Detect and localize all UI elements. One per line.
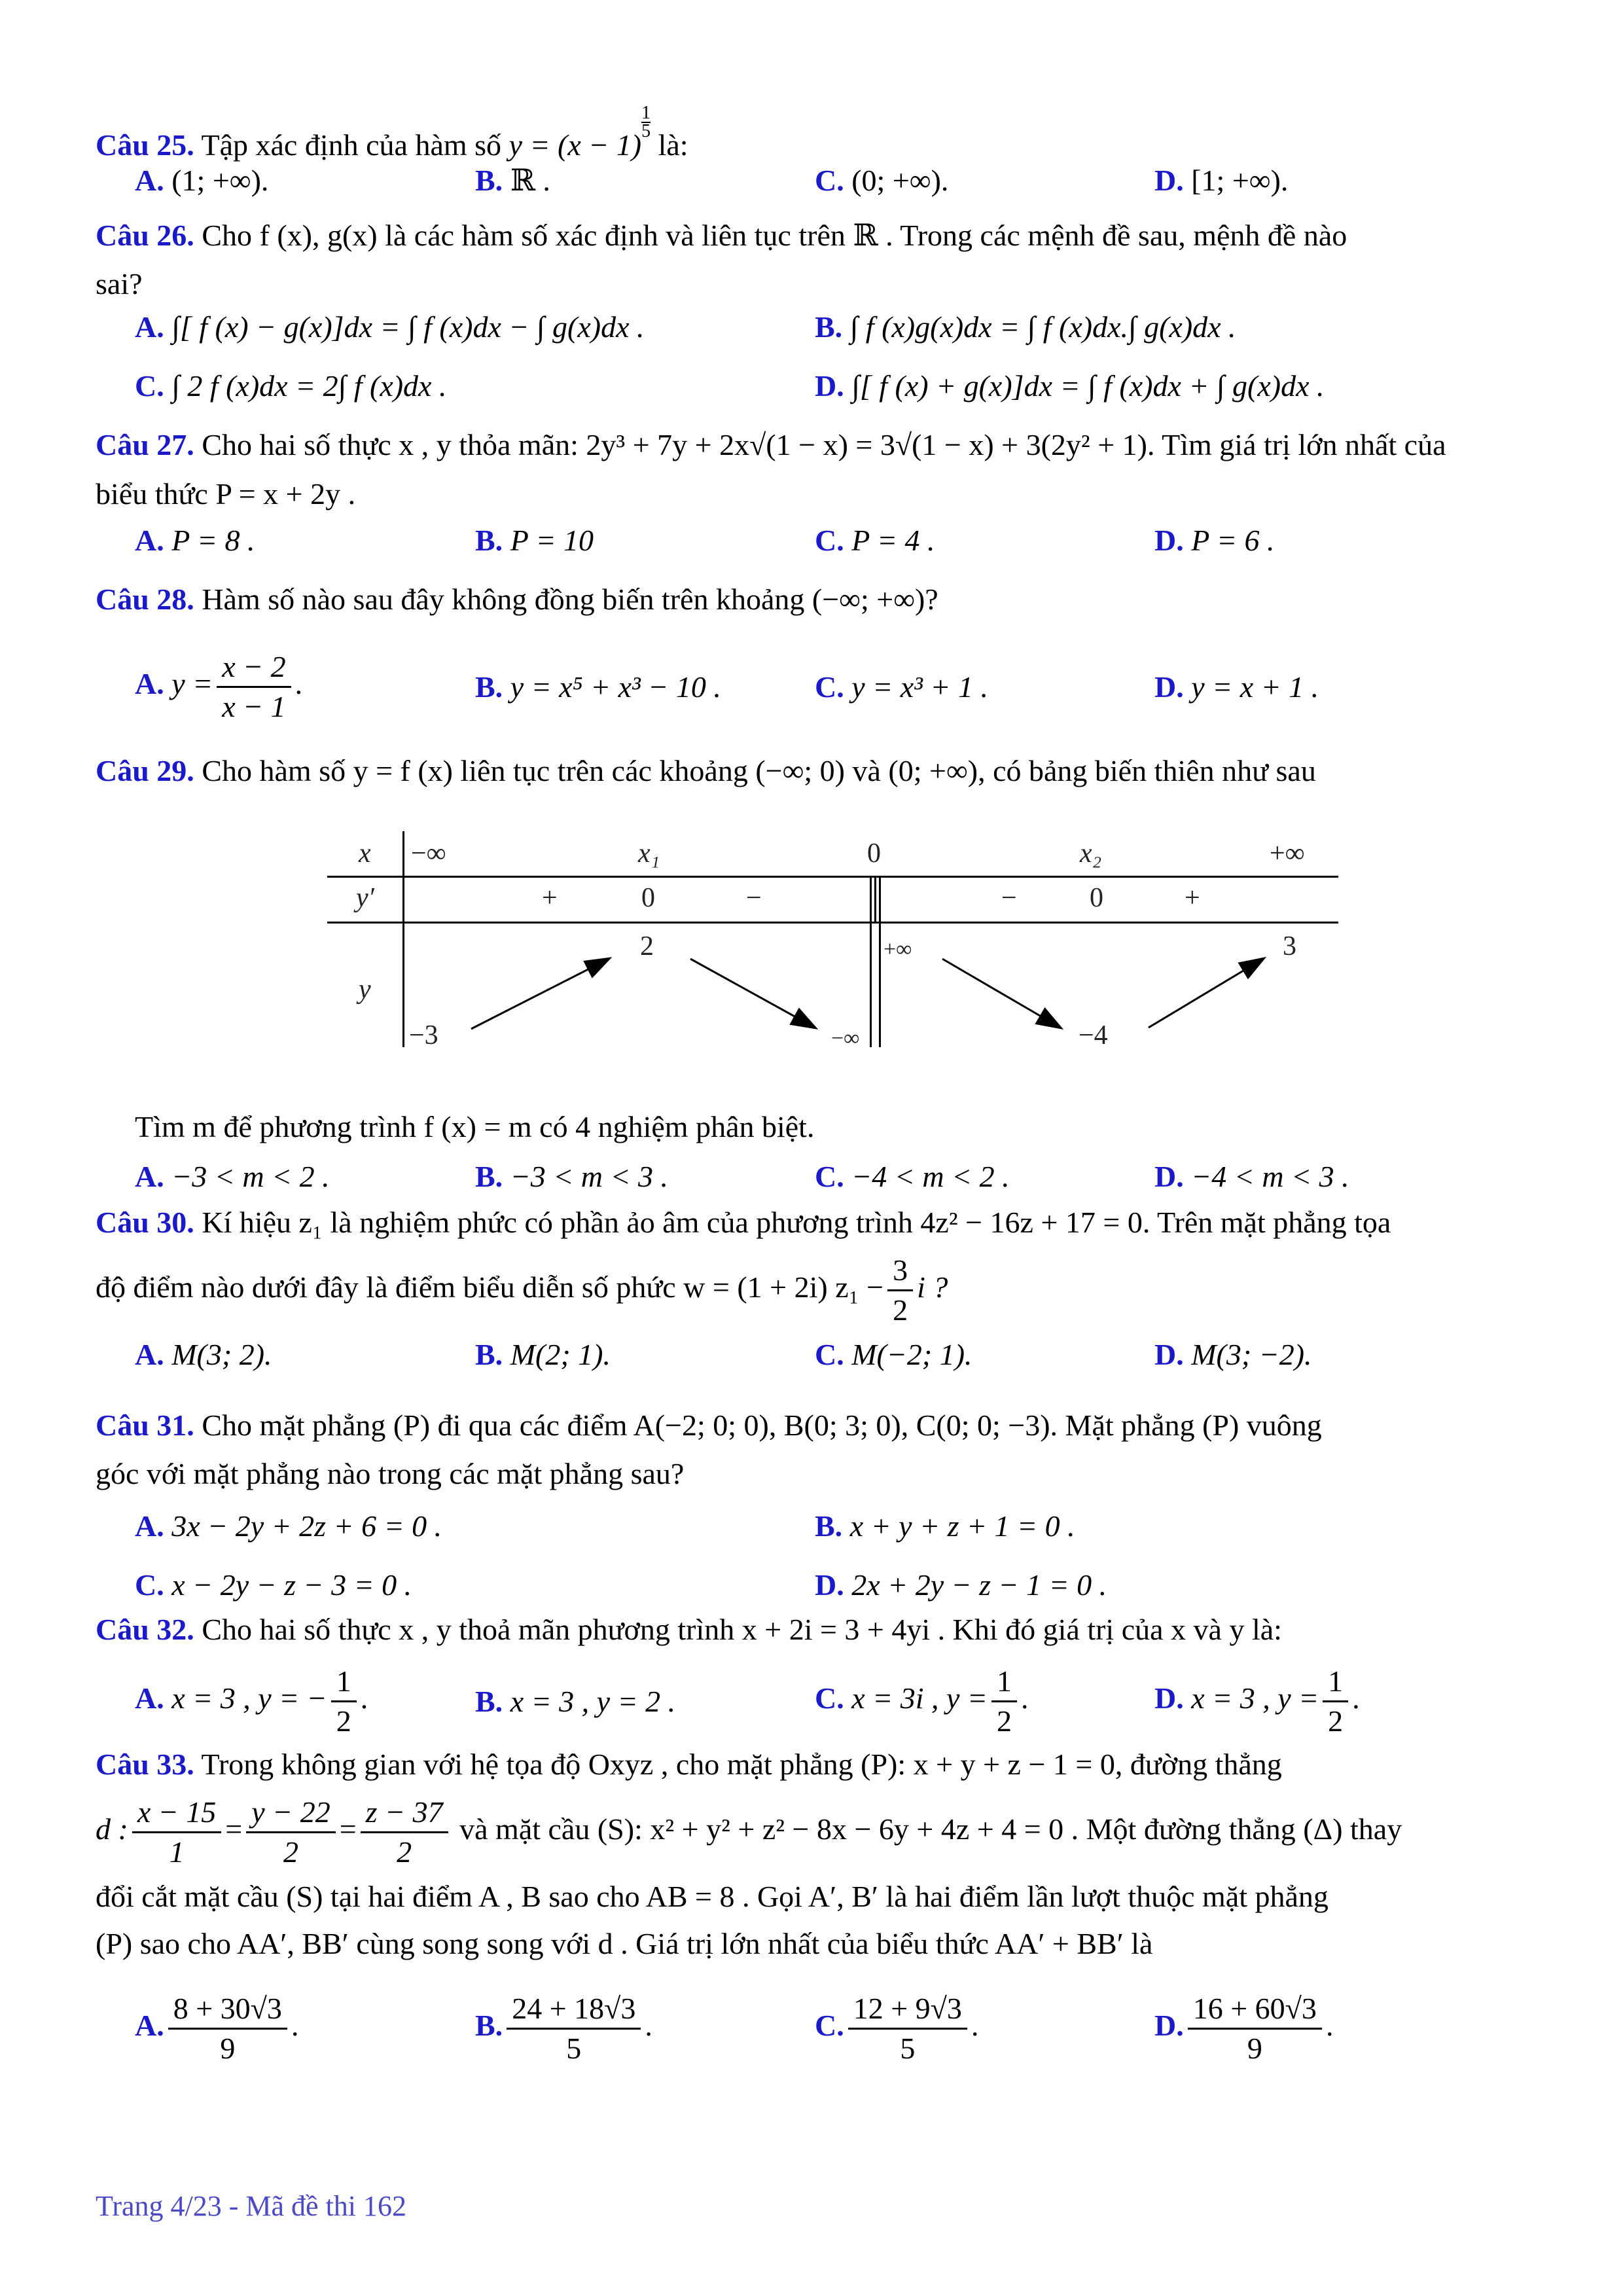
q26-option-a[interactable]: A. ∫[ f (x) − g(x)]dx = ∫ f (x)dx − ∫ g(x)dx . — [135, 310, 645, 344]
q29-option-c[interactable]: C. −4 < m < 2 . — [815, 1160, 1010, 1193]
q26-option-d[interactable]: D. ∫[ f (x) + g(x)]dx = ∫ f (x)dx + ∫ g(x)dx . — [815, 369, 1325, 403]
q27-option-b[interactable]: B. P = 10 — [475, 524, 594, 557]
q33-option-a[interactable]: A. $\frac{8 + 30√3}{9}$ . — [135, 1990, 298, 2068]
q30-option-b[interactable]: B. M(2; 1). — [475, 1338, 611, 1371]
q27-option-c[interactable]: C. P = 4 . — [815, 524, 935, 557]
q25-option-d[interactable]: D. [1; +∞). — [1154, 164, 1289, 197]
q30-option-a[interactable]: A. M(3; 2). — [135, 1338, 272, 1371]
question-27: Câu 27. Cho hai số thực x , y thỏa mãn: 2y³ + 7y + 2x√(1 − x) = 3√(1 − x) + 3(2y² + 1). Tìm giá trị lớn nhất của — [96, 428, 1446, 461]
q33-option-b[interactable]: B. $\frac{24 + 18√3}{5}$ . — [475, 1990, 652, 2068]
q28-option-d[interactable]: D. y = x + 1 . — [1154, 670, 1319, 704]
exam-page: Câu 25. Tập xác định của hàm số y = (x − 1) $^{\frac{1}{5}}$ là: A. (1; +∞). B. ℝ . C. (0; +∞). D. [1; +∞). Câu 26. Cho f (x), g(x) là các hàm số xác định và liên tục trên ℝ . Trong các mệnh đề sau, mệnh đề nào sai? A. ∫[ f (x) − g(x)]dx = ∫ f (x)dx − ∫ g(x)dx . B. ∫ f (x)g(x)dx = ∫ f (x)dx.∫ g(x)dx . C. ∫ 2 f (x)dx = 2∫ f (x)dx . D. ∫[ f (x) + g(x)]dx = ∫ f (x)dx + ∫ g(x)dx . Câu 27. Cho hai số thực x , y thỏa mãn: 2y³ + 7y + 2x√(1 − x) = 3√(1 − x) + 3(2y² + 1). Tìm giá trị lớn nhất của biểu thức P = x + 2y . A. P = 8 . B. P = 10 C. P = 4 . D. P = 6 . Câu 28. Hàm số nào sau đây không đồng biến trên khoảng (−∞; +∞)? A. y = $\frac{x - 2}{x - 1}$ . B. y = x⁵ + x³ − 10 . C. y = x³ + 1 . D. y = x + 1 . Câu 29. Cho hàm số y = f (x) liên tục trên các khoảng (−∞; 0) và (0; +∞), có bảng biến thiên như sau x −∞ x₁ 0 x₂ +∞ y′ + 0 − − 0 + y 2 −3 −∞ +∞ −4 3 Tìm m để phương trình f (x) = m có 4 nghiệm phân biệt. A. −3 < m < 2 . B. −3 < m < 3 . C. −4 < m < 2 . D. −4 < m < 3 . Câu 30. Kí hiệu z₁ là nghiệm phức có phần ảo âm của phương trình 4z² − 16z + 17 = 0. Trên mặt phẳng tọa độ điểm nào dưới đây là điểm biểu diễn số phức w = (1 + 2i) z₁ − $\frac{3}{2}$ i ? A. M(3; 2). B. M(2; 1). C. M(−2; 1). D. M(3; −2). Câu 31. Cho mặt phẳng (P) đi qua các điểm A(−2; 0; 0), B(0; 3; 0), C(0; 0; −3). Mặt phẳng (P) vuông góc với mặt phẳng nào trong các mặt phẳng sau? A. 3x − 2y + 2z + 6 = 0 . B. x + y + z + 1 = 0 . C. x − 2y − z − 3 = 0 . D. 2x + 2y − z − 1 = 0 . Câu 32. Cho hai số thực x , y thoả mãn phương trình x + 2i = 3 + 4yi . Khi đó giá trị của x và y là: A. x = 3 , y = − $\frac{1}{2}$ . B. x = 3 , y = 2 . C. x = 3i , y = $\frac{1}{2}$ . D. x = 3 , y = $\frac{1}{2}$ . Câu 33. Trong không gian với hệ tọa độ Oxyz , cho mặt phẳng (P): x + y + z − 1 = 0, đường thẳng d : $\frac{x - 15}{1}$ = $\frac{y - 22}{2}$ = $\frac{z - 37}{2}$ và mặt cầu (S): x² + y² + z² − 8x − 6y + 4z + 4 = 0 . Một đường thẳng (Δ) thay đổi cắt mặt cầu (S) tại hai điểm A , B sao cho AB = 8 . Gọi A′, B′ là hai điểm lần lượt thuộc mặt phẳng (P) sao cho AA′, BB′ cùng song song với d . Giá trị lớn nhất của biểu thức AA′ + BB′ là A. $\frac{8 + 30√3}{9}$ . B. $\frac{24 + 18√3}{5}$ . C. $\frac{12 + 9√3}{5}$ . D. $\frac{16 + 60√3}{9}$ . Trang 4/23 - Mã đề thi 162 — [96, 103, 1446, 2222]
question-31: Câu 31. Cho mặt phẳng (P) đi qua các điểm A(−2; 0; 0), B(0; 3; 0), C(0; 0; −3). Mặt phẳng (P) vuông — [96, 1408, 1322, 1442]
q27-option-a[interactable]: A. P = 8 . — [135, 524, 255, 557]
variation-arrows — [327, 831, 1338, 1067]
question-29-ask: Tìm m để phương trình f (x) = m có 4 nghiệm phân biệt. — [135, 1110, 815, 1143]
question-30: Câu 30. Kí hiệu z₁ là nghiệm phức có phần ảo âm của phương trình 4z² − 16z + 17 = 0. Trên mặt phẳng tọa — [96, 1206, 1391, 1239]
question-26: Câu 26. Cho f (x), g(x) là các hàm số xác định và liên tục trên ℝ . Trong các mệnh đề sau, mệnh đề nào — [96, 219, 1347, 252]
q30-option-c[interactable]: C. M(−2; 1). — [815, 1338, 972, 1371]
page-footer: Trang 4/23 - Mã đề thi 162 — [96, 2190, 407, 2222]
q31-option-c[interactable]: C. x − 2y − z − 3 = 0 . — [135, 1568, 412, 1602]
q32-option-a[interactable]: A. x = 3 , y = − $\frac{1}{2}$ . — [135, 1662, 368, 1740]
q25-option-c[interactable]: C. (0; +∞). — [815, 164, 949, 197]
question-29: Câu 29. Cho hàm số y = f (x) liên tục trên các khoảng (−∞; 0) và (0; +∞), có bảng biến thiên như sau — [96, 754, 1316, 787]
question-label: Câu 25. — [96, 128, 194, 162]
q31-option-b[interactable]: B. x + y + z + 1 = 0 . — [815, 1509, 1075, 1543]
q32-option-b[interactable]: B. x = 3 , y = 2 . — [475, 1685, 676, 1718]
q31-option-d[interactable]: D. 2x + 2y − z − 1 = 0 . — [815, 1568, 1107, 1602]
q26-option-b[interactable]: B. ∫ f (x)g(x)dx = ∫ f (x)dx.∫ g(x)dx . — [815, 310, 1236, 344]
q25-option-a[interactable]: A. (1; +∞). — [135, 164, 269, 197]
question-25: Câu 25. Tập xác định của hàm số y = (x − 1) $^{\frac{1}{5}}$ là: — [96, 103, 688, 162]
q28-option-c[interactable]: C. y = x³ + 1 . — [815, 670, 988, 704]
q28-option-a[interactable]: A. y = $\frac{x - 2}{x - 1}$ . — [135, 648, 302, 726]
q29-option-b[interactable]: B. −3 < m < 3 . — [475, 1160, 669, 1193]
question-28: Câu 28. Hàm số nào sau đây không đồng biến trên khoảng (−∞; +∞)? — [96, 583, 938, 616]
question-33: Câu 33. Trong không gian với hệ tọa độ Oxyz , cho mặt phẳng (P): x + y + z − 1 = 0, đường thẳng — [96, 1748, 1282, 1781]
q29-option-a[interactable]: A. −3 < m < 2 . — [135, 1160, 330, 1193]
q28-option-b[interactable]: B. y = x⁵ + x³ − 10 . — [475, 670, 721, 704]
q26-option-c[interactable]: C. ∫ 2 f (x)dx = 2∫ f (x)dx . — [135, 369, 447, 403]
q33-option-c[interactable]: C. $\frac{12 + 9√3}{5}$ . — [815, 1990, 978, 2068]
q32-option-c[interactable]: C. x = 3i , y = $\frac{1}{2}$ . — [815, 1662, 1028, 1740]
q31-option-a[interactable]: A. 3x − 2y + 2z + 6 = 0 . — [135, 1509, 442, 1543]
q33-option-d[interactable]: D. $\frac{16 + 60√3}{9}$ . — [1154, 1990, 1333, 2068]
q32-option-d[interactable]: D. x = 3 , y = $\frac{1}{2}$ . — [1154, 1662, 1360, 1740]
question-32: Câu 32. Cho hai số thực x , y thoả mãn phương trình x + 2i = 3 + 4yi . Khi đó giá trị của x và y là: — [96, 1613, 1282, 1646]
q25-option-b[interactable]: B. ℝ . — [475, 164, 550, 197]
q30-option-d[interactable]: D. M(3; −2). — [1154, 1338, 1312, 1371]
q27-option-d[interactable]: D. P = 6 . — [1154, 524, 1275, 557]
variation-table: x −∞ x₁ 0 x₂ +∞ y′ + 0 − − 0 + y 2 −3 −∞ +∞ −4 3 — [327, 831, 1338, 1067]
q29-option-d[interactable]: D. −4 < m < 3 . — [1154, 1160, 1349, 1193]
